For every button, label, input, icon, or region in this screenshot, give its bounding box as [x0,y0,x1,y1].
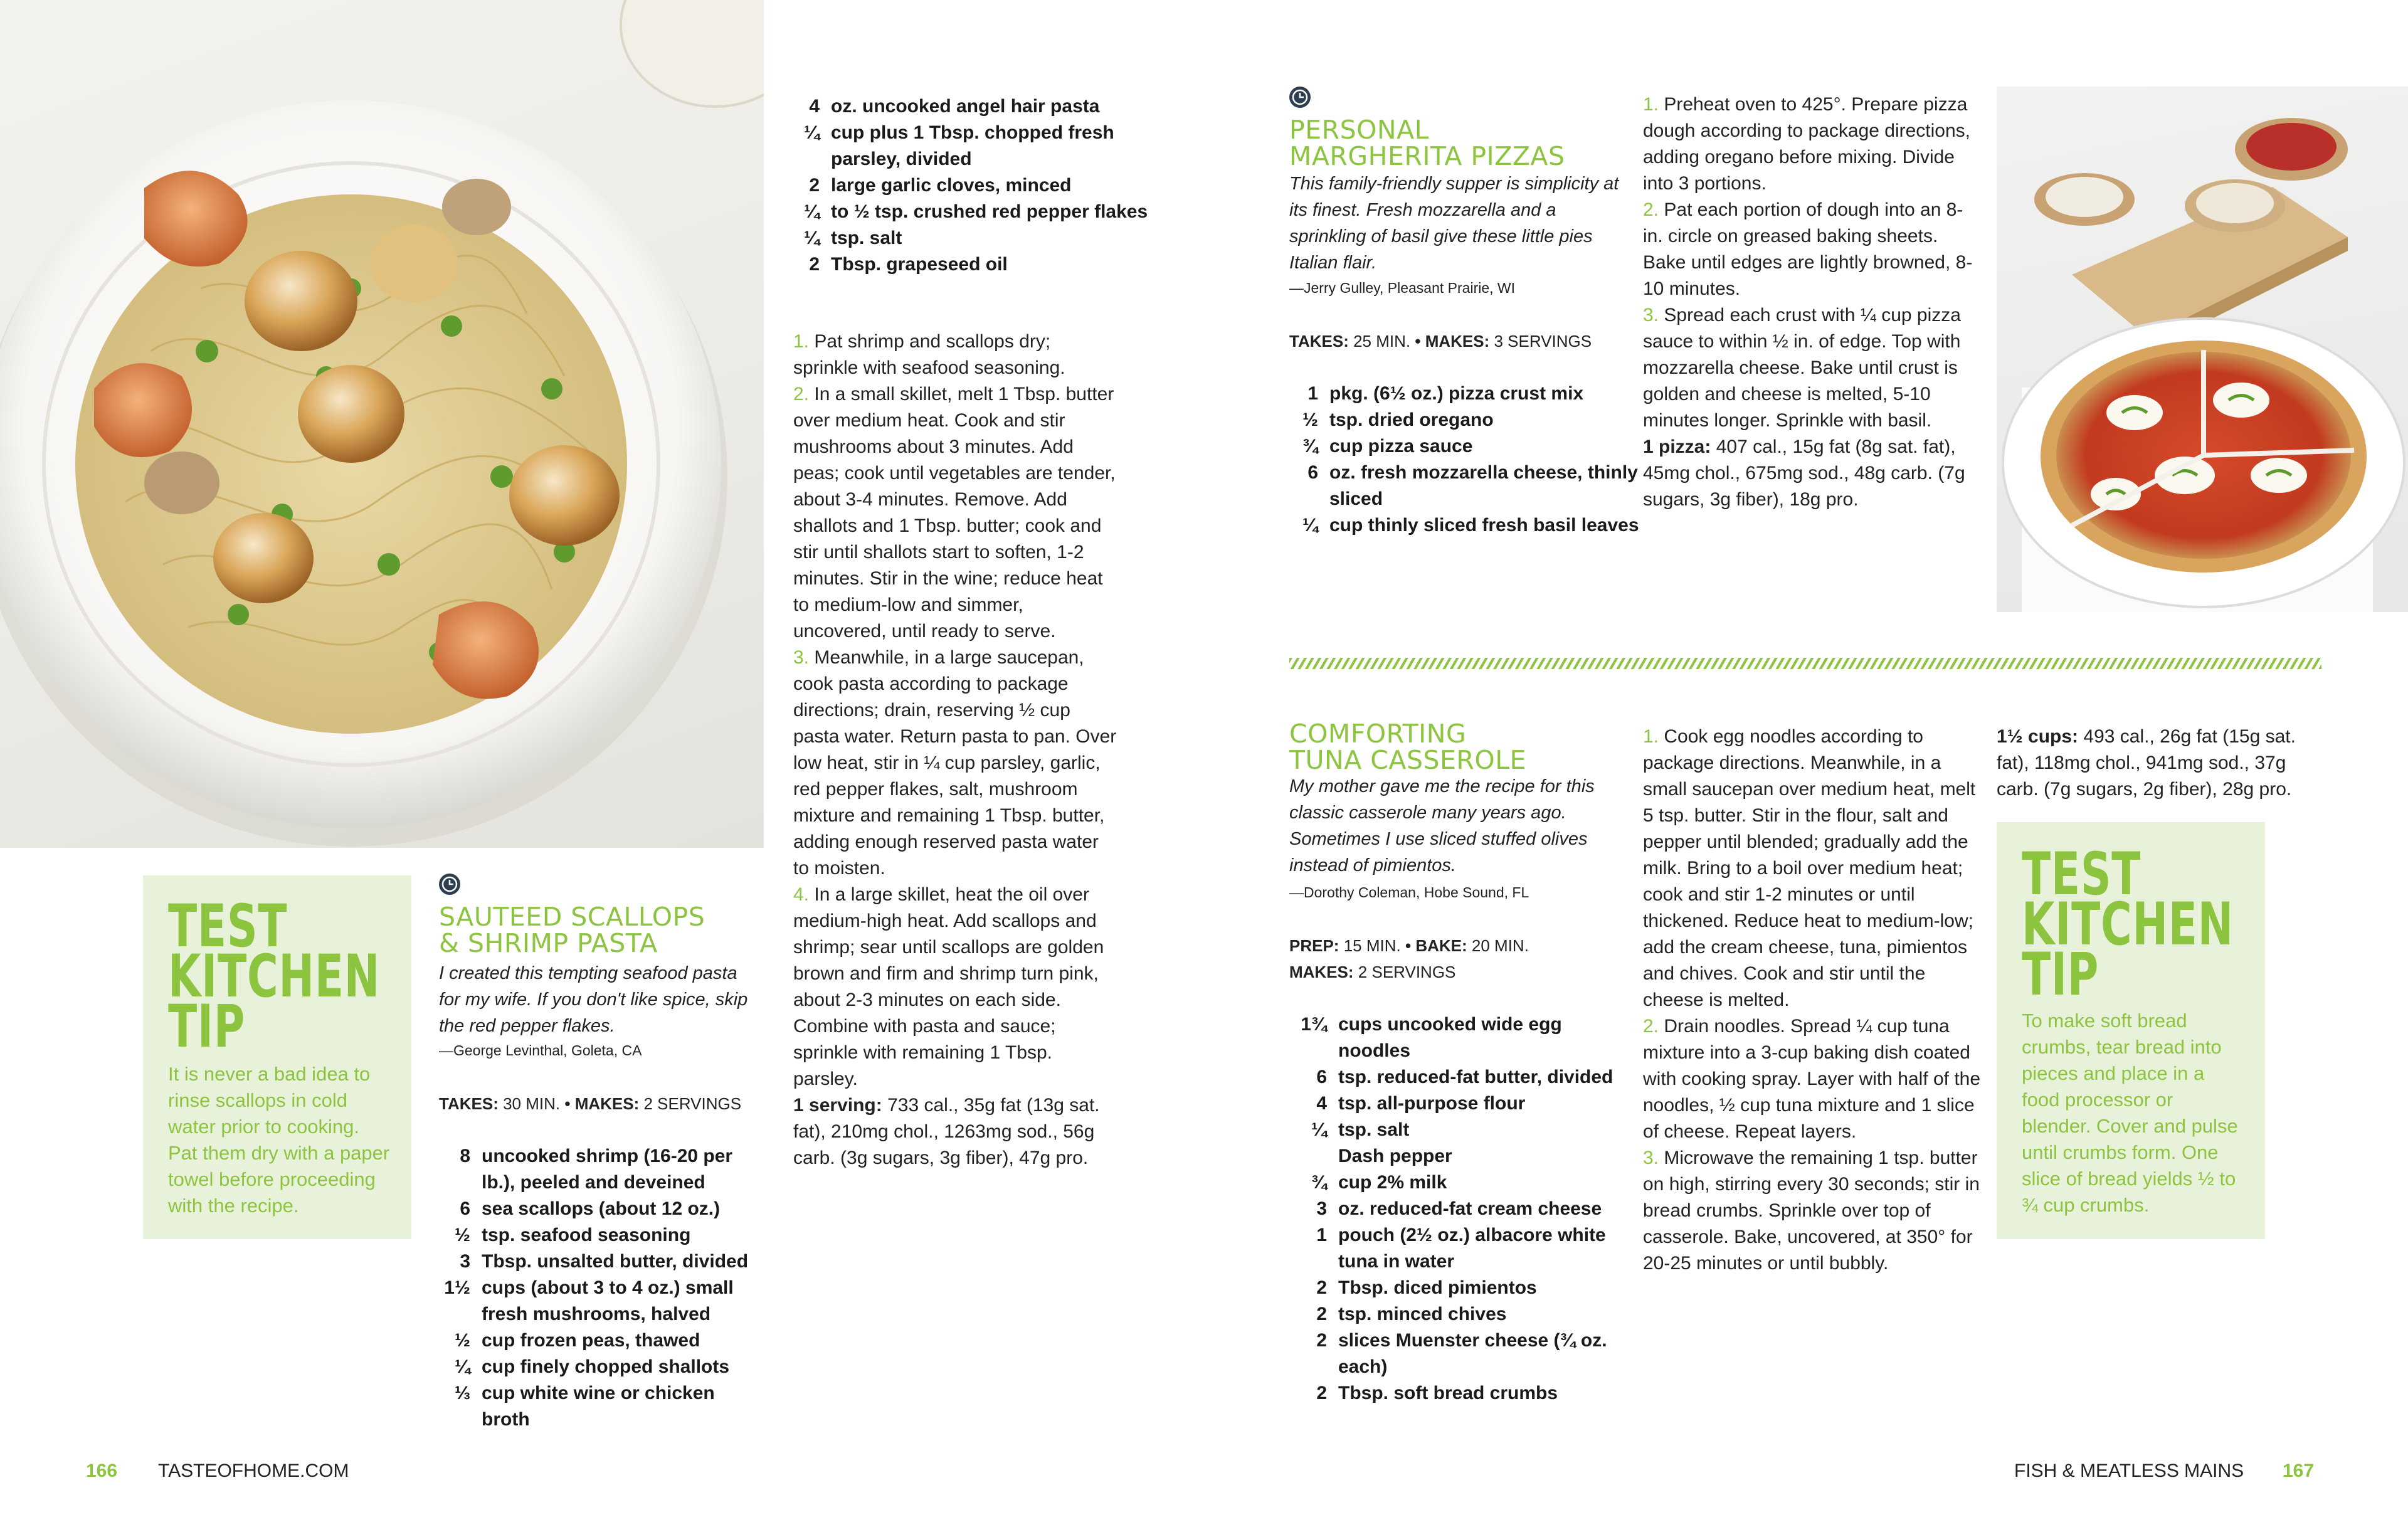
ingredient-row [1289,1301,1622,1328]
ingredient-qty: 2 [1316,1330,1327,1351]
margherita-pizza-photo [1997,87,2408,612]
recipe-steps-tuna [1643,724,1982,1277]
step-number: 4. [793,884,810,905]
clock-icon [439,874,460,895]
ingredient-qty: ¼ [803,228,820,248]
ingredient-qty [1289,1143,1338,1170]
tip-heading-line1: TEST [168,892,288,961]
ingredient-text: to ½ tsp. crushed red pepper flakes [831,201,1148,222]
tip-text: To make soft bread crumbs, tear bread into pieces and place in a food processor or blender. Cover and pulse until crumbs form. One slice of bread yields ½ to ¾ cup crumbs. [2022,1010,2238,1216]
ingredient-qty: ¾ [1302,436,1318,457]
ingredient-text: tsp. minced chives [1338,1304,1507,1324]
ingredient-row [439,1354,765,1380]
ingredient-text: large garlic cloves, minced [831,175,1072,196]
pizza-illustration [1997,87,2408,612]
ingredient-text: Dash pepper [1338,1146,1452,1166]
step-text: Spread each crust with ¼ cup pizza sauce to within ½ in. of edge. Top with mozzarella cheese. Bake until crust is golden and cheese is melted, 5-10 minutes longer. Sprinkle with basil. [1643,305,1961,431]
ingredient-qty: 1½ [444,1277,470,1298]
tip-heading-line3: TIP [2022,941,2099,1009]
makes-label: MAKES: [574,1094,640,1113]
step [793,329,1119,381]
ingredient-list-scallops-2 [793,93,1157,278]
ingredient-qty: 2 [809,254,820,275]
ingredient-qty: 8 [460,1146,470,1166]
ingredient-qty: 4 [809,96,820,117]
ingredient-qty: ½ [454,1330,470,1351]
ingredient-row [1289,381,1640,407]
ingredient-qty: ¼ [803,201,820,222]
ingredient-text: oz. uncooked angel hair pasta [831,96,1100,117]
ingredient-text: tsp. reduced-fat butter, divided [1338,1067,1613,1087]
ingredient-text: uncooked shrimp (16-20 per lb.), peeled and deveined [482,1146,733,1193]
ingredient-text: Tbsp. grapeseed oil [831,254,1008,275]
page-number-left: 166 [86,1460,118,1481]
ingredient-text: cup frozen peas, thawed [482,1330,700,1351]
ingredient-text: cup thinly sliced fresh basil leaves [1329,515,1639,536]
ingredient-text: tsp. seafood seasoning [482,1225,691,1245]
step [1643,1013,1982,1145]
takes-label: TAKES: [439,1094,499,1113]
ingredient-qty: 3 [1316,1198,1327,1219]
ingredient-qty: ¼ [1302,515,1318,536]
recipe-title-scallops-line1: SAUTEED SCALLOPS [439,902,705,932]
ingredient-text: sea scallops (about 12 oz.) [482,1198,721,1219]
ingredient-row [1289,407,1640,433]
ingredient-text: pkg. (6½ oz.) pizza crust mix [1329,383,1584,404]
recipe-title-tuna-line2: TUNA CASSEROLE [1289,745,1526,775]
ingredient-row [439,1196,765,1222]
ingredient-text: cup 2% milk [1338,1172,1447,1193]
test-kitchen-tip-box-left [143,875,411,1239]
recipe-steps-pizzas [1643,92,1982,513]
ingredient-qty: 6 [1316,1067,1327,1087]
step [793,882,1119,1092]
ingredient-row [439,1143,765,1196]
ingredient-row [793,120,1157,172]
ingredient-qty: 4 [1316,1093,1327,1114]
recipe-title-pizzas-line1: PERSONAL [1289,115,1429,145]
step-number: 2. [1643,199,1659,220]
takes-value: 30 MIN. [503,1094,561,1113]
ingredient-text: slices Muenster cheese (¾ oz. each) [1338,1330,1607,1377]
step-text: Cook egg noodles according to package directions. Meanwhile, in a small saucepan over medium heat, melt 5 tsp. butter. Stir in the flour, salt and pepper until blended; gradually add the milk. Bring to a boil over medium heat; cook and stir 1-2 minutes or until thickened. Reduce heat to medium-low; add the cream cheese, tuna, pimientos and chives. Cook and stir until the cheese is melted. [1643,726,1976,1010]
nutrition-text: 493 cal., 26g fat (15g sat. fat), 118mg chol., 941mg sod., 37g carb. (7g sugars, 2g fiber), 28g pro. [1997,726,2296,800]
recipe-title-scallops-line2: & SHRIMP PASTA [439,928,658,958]
ingredient-qty: 2 [1316,1304,1327,1324]
folio-site-name: TASTEOFHOME.COM [158,1460,349,1481]
ingredient-row [1289,1170,1622,1196]
ingredient-row [1289,433,1640,460]
ingredient-text: pouch (2½ oz.) albacore white tuna in water [1338,1225,1606,1272]
ingredient-row [1289,1275,1622,1301]
ingredient-qty: ½ [1302,409,1318,430]
ingredient-row [1289,1011,1622,1064]
makes-value: 2 SERVINGS [643,1094,742,1113]
nutrition-facts [793,1092,1119,1171]
step [1643,92,1982,197]
step [1643,724,1982,1013]
ingredient-qty: 1 [1307,383,1318,404]
recipe-intro-tuna: My mother gave me the recipe for this classic casserole many years ago. Sometimes I use sliced stuffed olives instead of pimientos. [1289,776,1595,875]
step [1643,1145,1982,1277]
ingredient-row [1289,1380,1622,1407]
ingredient-text: cups uncooked wide egg noodles [1338,1014,1562,1061]
ingredient-text: cup finely chopped shallots [482,1356,730,1377]
recipe-byline-pizzas: —Jerry Gulley, Pleasant Prairie, WI [1289,280,1516,296]
makes-label: MAKES: [1289,963,1354,981]
ingredient-row [1289,1064,1622,1091]
ingredient-text: cup white wine or chicken broth [482,1383,715,1430]
recipe-steps-scallops [793,329,1119,1171]
ingredient-row [1289,1196,1622,1222]
nutrition-facts [1643,434,1982,513]
step [1643,302,1982,434]
recipe-byline-scallops: —George Levinthal, Goleta, CA [439,1042,642,1059]
ingredient-row [1289,512,1640,539]
ingredient-row [1289,1117,1622,1143]
ingredient-qty: ¼ [1311,1119,1327,1140]
step-number: 1. [1643,726,1659,747]
takes-label: TAKES: [1289,332,1349,351]
ingredient-text: Tbsp. unsalted butter, divided [482,1251,749,1272]
scallop-pasta-photo [0,0,764,848]
recipe-meta-scallops: TAKES: 30 MIN. • MAKES: 2 SERVINGS [439,1094,742,1113]
ingredient-row [1289,460,1640,512]
tip-heading-line3: TIP [168,993,246,1061]
ingredient-text: cup plus 1 Tbsp. chopped fresh parsley, divided [831,122,1114,169]
step-text: Pat each portion of dough into an 8-in. circle on greased baking sheets. Bake until edges are lightly browned, 8-10 minutes. [1643,199,1973,299]
makes-label: MAKES: [1425,332,1490,351]
ingredient-text: Tbsp. soft bread crumbs [1338,1383,1558,1403]
tip-heading-line2: KITCHEN [168,943,381,1011]
nutrition-label: 1 pizza: [1643,436,1711,457]
ingredient-qty: ¾ [1311,1172,1327,1193]
makes-value: 3 SERVINGS [1494,332,1592,351]
step-text: Pat shrimp and scallops dry; sprinkle with seafood seasoning. [793,331,1065,378]
nutrition-label: 1½ cups: [1997,726,2079,747]
ingredient-row [1289,1143,1622,1170]
ingredient-qty: 2 [1316,1277,1327,1298]
ingredient-text: tsp. dried oregano [1329,409,1494,430]
ingredient-row [793,199,1157,225]
step-text: In a small skillet, melt 1 Tbsp. butter over medium heat. Cook and stir mushrooms about 3 minutes. Add peas; cook until vegetables are tender, about 3-4 minutes. Remove. Add shallots and 1 Tbsp. butter; cook and stir until shallots start to soften, 1-2 minutes. Stir in the wine; reduce heat to medium-low and simmer, uncovered, until ready to serve. [793,384,1116,642]
tip-text: It is never a bad idea to rinse scallops in cold water prior to cooking. Pat them dry with a paper towel before proceeding with the recipe. [168,1063,390,1217]
ingredient-text: cup pizza sauce [1329,436,1473,457]
nutrition-label: 1 serving: [793,1095,882,1116]
ingredient-row [1289,1222,1622,1275]
step [1643,197,1982,302]
step-text: Preheat oven to 425°. Prepare pizza dough according to package directions, adding oregano before mixing. Divide into 3 portions. [1643,94,1971,194]
ingredient-row [439,1275,765,1328]
ingredient-qty: 2 [1316,1383,1327,1403]
ingredient-text: oz. fresh mozzarella cheese, thinly sliced [1329,462,1638,509]
ingredient-list-scallops-1 [439,1143,765,1433]
step-number: 3. [1643,1148,1659,1168]
recipe-title-tuna-line1: COMFORTING [1289,719,1467,749]
ingredient-text: Tbsp. diced pimientos [1338,1277,1537,1298]
bake-value: 20 MIN. [1471,936,1529,955]
step [793,645,1119,882]
tip-heading-line1: TEST [2022,840,2141,909]
ingredient-qty: 6 [460,1198,470,1219]
recipe-title-pizzas-line2: MARGHERITA PIZZAS [1289,141,1565,171]
step-number: 3. [793,647,810,668]
nutrition-text: 733 cal., 35g fat (13g sat. fat), 210mg chol., 1263mg sod., 56g carb. (3g sugars, 3g fiber), 47g pro. [793,1095,1100,1168]
prep-label: PREP: [1289,936,1339,955]
ingredient-row [1289,1328,1622,1380]
ingredient-text: cups (about 3 to 4 oz.) small fresh mushrooms, halved [482,1277,734,1324]
tip-heading-line2: KITCHEN [2022,890,2234,959]
recipe-intro-scallops: I created this tempting seafood pasta for my wife. If you don't like spice, skip the red pepper flakes. [439,963,748,1036]
step [793,381,1119,645]
step-number: 3. [1643,305,1659,325]
ingredient-row [439,1249,765,1275]
prep-value: 15 MIN. [1343,936,1401,955]
page-number-right: 167 [2283,1460,2315,1481]
nutrition-text: 407 cal., 15g fat (8g sat. fat), 45mg chol., 675mg sod., 48g carb. (7g sugars, 3g fiber), 18g pro. [1643,436,1965,510]
ingredient-text: tsp. salt [1338,1119,1410,1140]
step-text: Meanwhile, in a large saucepan, cook pasta according to package directions; drain, reserving ½ cup pasta water. Return pasta to pan. Over low heat, stir in ¼ cup parsley, garlic, red pepper flakes, salt, mushroom mixture and remaining 1 Tbsp. butter, adding enough reserved pasta water to moisten. [793,647,1117,879]
ingredient-qty: 2 [809,175,820,196]
ingredient-qty: ½ [454,1225,470,1245]
bake-label: BAKE: [1415,936,1467,955]
test-kitchen-tip-box-right [1997,822,2265,1239]
ingredient-list-tuna [1289,1011,1622,1407]
ingredient-qty: 1¾ [1301,1014,1327,1035]
recipe-meta-pizzas: TAKES: 25 MIN. • MAKES: 3 SERVINGS [1289,332,1592,351]
step-text: In a large skillet, heat the oil over medium-high heat. Add scallops and shrimp; sear until scallops are golden brown and firm and shrimp turn pink, about 2-3 minutes on each side. Combine with pasta and sauce; sprinkle with remaining 1 Tbsp. parsley. [793,884,1104,1089]
ingredient-row [793,251,1157,278]
ingredient-row [793,93,1157,120]
recipe-byline-tuna: —Dorothy Coleman, Hobe Sound, FL [1289,884,1529,901]
folio-section-name: FISH & MEATLESS MAINS [2014,1460,2244,1481]
ingredient-text: oz. reduced-fat cream cheese [1338,1198,1602,1219]
step-number: 2. [793,384,810,404]
ingredient-row [793,225,1157,251]
ingredient-row [439,1380,765,1433]
pasta-plate-illustration [0,0,764,848]
ingredient-row [793,172,1157,199]
section-divider [1289,658,2321,669]
ingredient-row [439,1328,765,1354]
ingredient-list-pizzas [1289,381,1640,539]
ingredient-text: tsp. salt [831,228,902,248]
makes-value: 2 SERVINGS [1358,963,1456,981]
nutrition-facts-tuna [1997,724,2323,803]
step-text: Microwave the remaining 1 tsp. butter on high, stirring every 30 seconds; stir in bread crumbs. Sprinkle over top of casserole. Bake, uncovered, at 350° for 20-25 minutes or until bubbly. [1643,1148,1980,1274]
ingredient-qty: 1 [1316,1225,1327,1245]
recipe-meta-tuna: PREP: 15 MIN. • BAKE: 20 MIN. MAKES: 2 SERVINGS [1289,936,1529,981]
ingredient-qty: ¼ [454,1356,470,1377]
step-number: 1. [1643,94,1659,115]
ingredient-qty: ¼ [803,122,820,143]
ingredient-text: tsp. all-purpose flour [1338,1093,1526,1114]
ingredient-qty: 3 [460,1251,470,1272]
ingredient-qty: 6 [1307,462,1318,483]
step-text: Drain noodles. Spread ¼ cup tuna mixture into a 3-cup baking dish coated with cooking spray. Layer with half of the noodles, ½ cup tuna mixture and 1 slice of cheese. Repeat layers. [1643,1016,1981,1142]
ingredient-row [439,1222,765,1249]
step-number: 1. [793,331,810,352]
step-number: 2. [1643,1016,1659,1037]
clock-icon [1289,87,1311,108]
takes-value: 25 MIN. [1353,332,1411,351]
recipe-intro-pizzas: This family-friendly supper is simplicity at its finest. Fresh mozzarella and a sprinkling of basil give these little pies Italian flair. [1289,174,1619,273]
ingredient-qty: ⅓ [454,1383,470,1403]
ingredient-row [1289,1091,1622,1117]
